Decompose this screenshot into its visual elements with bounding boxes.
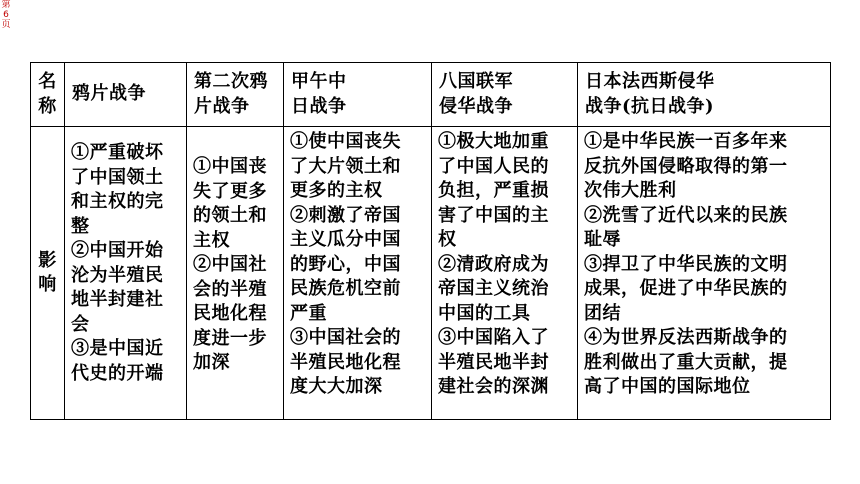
- cell-second-opium-war-impact: ①中国丧 失了更多 的领土和 主权 ②中国社 会的半殖 民地化程 度进一步 加深: [187, 127, 284, 420]
- header-sino-japanese-war: 甲午中 日战争: [284, 63, 432, 127]
- cell-eight-nation-alliance-impact: ①极大地加重 了中国人民的 负担，严重损 害了中国的主 权 ②清政府成为 帝国主义统治 中国的工具 ③中国陷入了 半殖民地半封 建社会的深渊: [432, 127, 578, 420]
- war-impact-table: [30, 62, 831, 420]
- cell-sino-japanese-war-impact: ①使中国丧失 了大片领土和 更多的主权 ②刺激了帝国 主义瓜分中国 的野心，中国 民族危机空前 严重 ③中国社会的 半殖民地化程 度大大加深: [284, 127, 432, 420]
- impact-row: [31, 127, 831, 420]
- cell-opium-war-impact: ①严重破坏 了中国领土 和主权的完 整 ②中国开始 沦为半殖民 地半封建社 会 ③是中国近 代史的开端: [65, 127, 187, 420]
- cell-anti-japanese-war-impact: ①是中华民族一百多年来 反抗外国侵略取得的第一 次伟大胜利 ②洗雪了近代以来的民族 耻辱 ③捍卫了中华民族的文明 成果，促进了中华民族的 团结 ④为世界反法西斯战争的 胜利做出了重大贡献，提 高了中国的国际地位: [578, 127, 831, 420]
- header-anti-japanese-war: 日本法西斯侵华 战争(抗日战争): [578, 63, 831, 127]
- header-second-opium-war: 第二次鸦 片战争: [187, 63, 284, 127]
- header-opium-war: 鸦片战争: [65, 63, 187, 127]
- header-name: 名 称: [31, 63, 65, 127]
- page-marker: 第 6 页: [1, 0, 11, 30]
- header-eight-nation-alliance: 八国联军 侵华战争: [432, 63, 578, 127]
- row-label-impact: 影 响: [31, 127, 65, 420]
- header-row: [31, 63, 831, 127]
